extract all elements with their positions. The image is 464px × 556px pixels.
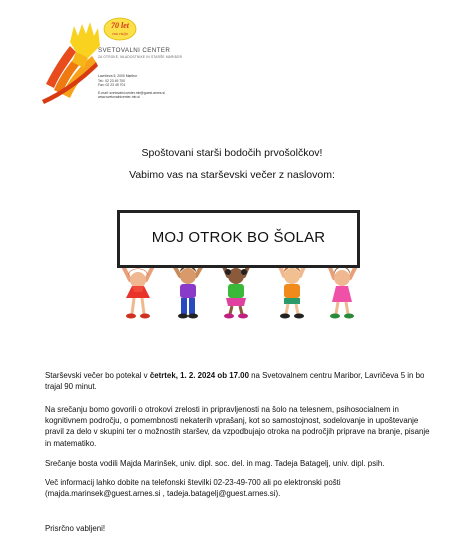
paragraph-event-info: [45, 370, 437, 392]
banner-board: [117, 210, 360, 268]
banner-title: MOJ OTROK BO ŠOLAR: [151, 229, 326, 246]
badge-subtext: ena vizija: [112, 31, 128, 36]
closing-line: Prisrčno vabljeni!: [45, 524, 106, 533]
contact-email[interactable]: E-mail: svetovalni.center.mb@guest.arnes.si: [98, 90, 165, 95]
badge-text: 70 let: [111, 21, 129, 30]
greeting-line-2: Vabimo vas na starševski večer z naslovom:: [129, 169, 335, 181]
event-info-text-a: Starševski večer bo potekal v: [45, 371, 150, 380]
contact-block: [98, 74, 165, 100]
contact-web[interactable]: www.svetovalnicenter-mb.si: [98, 95, 140, 100]
contact-address: Lavričeva 5, 2000 Maribor: [98, 74, 138, 78]
contact-fax: Fax: 02 23 49 701: [98, 83, 126, 88]
contact-tel: Tel.: 02 23 49 700: [98, 78, 125, 83]
kid-2-figure: [178, 266, 198, 319]
org-name: SVETOVALNI CENTER: [98, 47, 171, 54]
greeting-line-1: Spoštovani starši bodočih prvošolčkov!: [141, 147, 323, 159]
org-subtitle: ZA OTROKE, MLADOSTNIKE IN STARŠE MARIBOR: [98, 55, 183, 59]
paragraph-topics: Na srečanju bomo govorili o otrokovi zrelosti in pripravljenosti na šolo na telesnem, psihosocialnem in kognitivnem področju, o pomembnosti nekaterih vprašanj, kot so samostojnost, sodelovanje in upoštevanje pravil za delo v skupini ter o možnostih staršev, da vzpodbujajo otroka na področjih priprave na branje, pisanje in matematiko.: [45, 405, 430, 448]
logo-text-block: [98, 47, 182, 59]
event-date-time: četrtek, 1. 2. 2024 ob 17.00: [149, 371, 249, 380]
paragraph-contact-info: Več informacij lahko dobite na telefonski številki 02-23-49-700 ali po elektronski pošti (majda.marinsek@guest.arnes.si , tadeja.batagelj@guest.arnes.si).: [45, 478, 341, 499]
paragraph-presenters: Srečanje bosta vodili Majda Marinšek, univ. dipl. soc. del. in mag. Tadeja Batagelj, univ. dipl. psih.: [45, 459, 385, 468]
event-info-text-b: na Svetovalnem centru Maribor, Lavričeva 5 in bo trajal 90 minut.: [45, 371, 425, 392]
